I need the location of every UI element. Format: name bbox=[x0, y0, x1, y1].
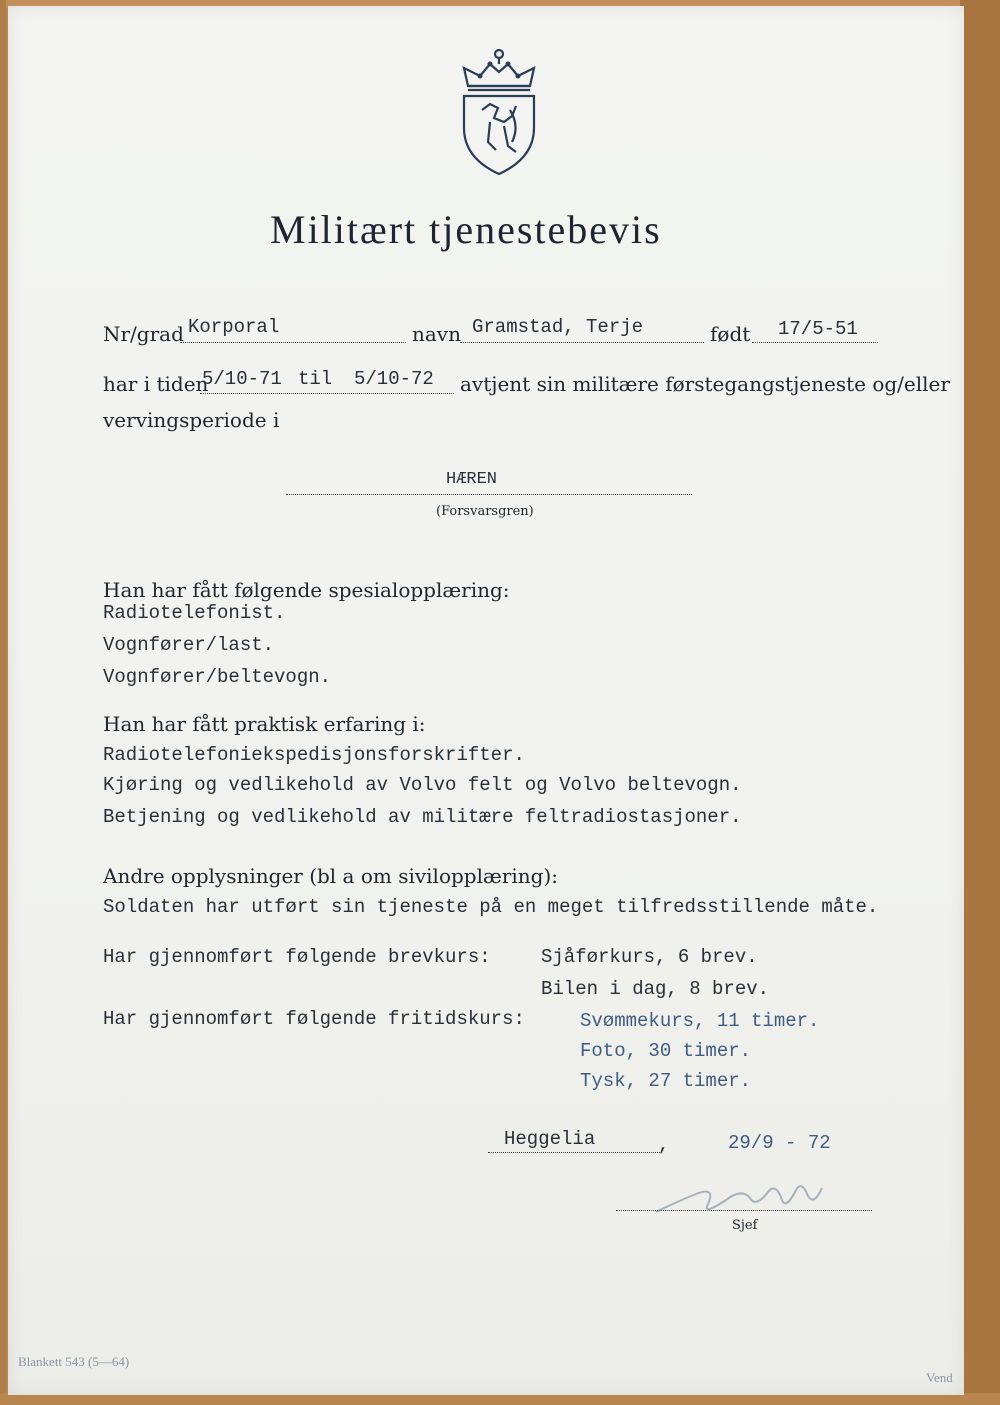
practical-experience-item: Radiotelefoniekspedisjonsforskrifter. bbox=[103, 744, 525, 766]
special-training-item: Vognfører/last. bbox=[103, 634, 275, 656]
fritidskurs-item: Tysk, 27 timer. bbox=[580, 1070, 752, 1092]
practical-experience-item: Betjening og vedlikehold av militære feltradiostasjoner. bbox=[103, 806, 742, 828]
period-til: til bbox=[298, 368, 333, 390]
signature-caption: Sjef bbox=[732, 1218, 758, 1233]
other-info-line: Soldaten har utført sin tjeneste på en meget tilfredsstillende måte. bbox=[103, 896, 879, 918]
special-training-item: Vognfører/beltevogn. bbox=[103, 666, 332, 688]
fodt-label: født bbox=[710, 322, 751, 346]
place-dotted-line bbox=[488, 1152, 660, 1153]
place-value: Heggelia bbox=[504, 1128, 596, 1150]
fodt-dotted-line bbox=[752, 342, 878, 343]
special-training-heading: Han har fått følgende spesialopplæring: bbox=[103, 578, 510, 602]
nr-grad-value: Korporal bbox=[188, 316, 280, 338]
special-training-item: Radiotelefonist. bbox=[103, 602, 286, 624]
certificate-paper bbox=[8, 6, 964, 1395]
brevkurs-item: Bilen i dag, 8 brev. bbox=[541, 978, 770, 1000]
document-title: Militært tjenestebevis bbox=[270, 207, 662, 252]
navn-dotted-line bbox=[460, 342, 704, 343]
signature-dotted-line bbox=[616, 1210, 872, 1211]
practical-experience-item: Kjøring og vedlikehold av Volvo felt og Volvo beltevogn. bbox=[103, 774, 742, 796]
frame-right bbox=[960, 0, 1000, 1405]
period-to: 5/10-72 bbox=[354, 368, 434, 390]
practical-experience-heading: Han har fått praktisk erfaring i: bbox=[103, 712, 426, 736]
period-suffix: avtjent sin militære førstegangstjeneste og/eller bbox=[460, 372, 950, 396]
brevkurs-item: Sjåførkurs, 6 brev. bbox=[541, 946, 758, 968]
period-dotted-line bbox=[200, 393, 454, 394]
navn-value: Gramstad, Terje bbox=[472, 316, 644, 338]
branch-caption: (Forsvarsgren) bbox=[436, 504, 534, 519]
period-prefix: har i tiden bbox=[103, 372, 209, 396]
signature-scribble-icon bbox=[646, 1174, 846, 1224]
brevkurs-label: Har gjennomført følgende brevkurs: bbox=[103, 946, 491, 968]
form-number: Blankett 543 (5—64) bbox=[18, 1354, 130, 1369]
period-from: 5/10-71 bbox=[202, 368, 282, 390]
navn-label: navn bbox=[412, 322, 461, 346]
period-line2: vervingsperiode i bbox=[103, 408, 280, 432]
fritidskurs-item: Svømmekurs, 11 timer. bbox=[580, 1010, 820, 1032]
turn-over-note: Vend bbox=[926, 1370, 953, 1385]
frame-left bbox=[0, 0, 6, 1405]
nr-grad-label: Nr/grad bbox=[103, 322, 184, 346]
other-info-heading: Andre opplysninger (bl a om sivilopplæring): bbox=[103, 864, 558, 888]
fritidskurs-item: Foto, 30 timer. bbox=[580, 1040, 752, 1062]
branch-dotted-line bbox=[286, 494, 692, 495]
fodt-value: 17/5-51 bbox=[778, 318, 858, 340]
branch-value: HÆREN bbox=[446, 470, 498, 489]
nr-grad-dotted-line bbox=[180, 342, 406, 343]
fritidskurs-label: Har gjennomført følgende fritidskurs: bbox=[103, 1008, 525, 1030]
place-comma: , bbox=[658, 1134, 670, 1156]
date-value: 29/9 - 72 bbox=[728, 1132, 831, 1154]
norwegian-coat-of-arms-icon bbox=[454, 46, 544, 178]
